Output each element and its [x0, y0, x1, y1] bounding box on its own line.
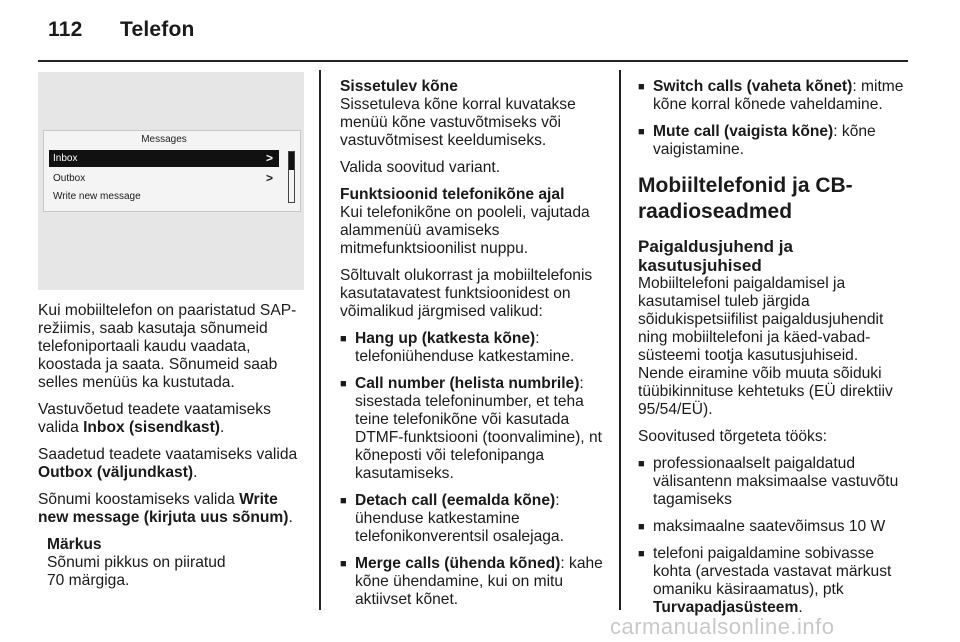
paragraph: Kui telefonikõne on pooleli, vajutada alammenüü avamiseks mitmefunktsioonilist nuppu. [340, 204, 590, 257]
list-item: ■ Detach call (eemalda kõne): ühenduse katkestamine telefonikonverentsil osalejaga. [340, 492, 564, 545]
list-item: ■ professionaalselt paigaldatud välisantenn maksimaalse vastuvõtu tagamiseks [638, 455, 899, 508]
list-item: ■ Mute call (vaigista kõne): kõne vaigistamine. [638, 123, 876, 158]
list-item: ■ Hang up (katkesta kõne): telefoniühenduse katkestamine. [340, 330, 575, 365]
paragraph: Sõltuvalt olukorrast ja mobiiltelefonis kasutatavatest funktsioonidest on võimalikud järgmised valikud: [340, 267, 593, 320]
chapter-heading: Mobiiltelefonid ja CB-raadioseadmed [638, 174, 853, 223]
bullet-icon: ■ [638, 458, 645, 470]
bullet-icon: ■ [638, 126, 645, 138]
bullet-icon: ■ [638, 81, 645, 93]
column-3 [638, 78, 906, 626]
note [38, 536, 308, 590]
paragraph: Soovitused tõrgeteta tööks: [638, 428, 827, 445]
watermark: carmanualsonline.info [610, 614, 835, 639]
bullet-icon: ■ [638, 521, 645, 533]
messages-screen-figure [38, 72, 304, 290]
bullet-icon: ■ [340, 333, 347, 345]
header-rule [38, 60, 908, 62]
menu-item-inbox [49, 150, 279, 167]
screen-title: Messages [141, 134, 187, 145]
menu-item-write-new [49, 188, 279, 205]
menu-item-label: Inbox [53, 153, 78, 164]
screen-scrollbar [288, 151, 295, 203]
paragraph: Vastuvõetud teadete vaatamiseks valida Inbox (sisendkast). [38, 401, 271, 436]
note-text: Sõnumi pikkus on piiratud 70 märgiga. [47, 554, 226, 589]
column-divider-1 [319, 70, 321, 610]
page-title: Telefon [120, 18, 195, 41]
list-item: ■ maksimaalne saatevõimsus 10 W [638, 518, 886, 535]
list-item: ■ telefoni paigaldamine sobivasse kohta (arvestada vastavat märkust omaniku käsiraamatus), ptk Turvapadjasüsteem. [638, 545, 892, 616]
display-screen [43, 130, 301, 212]
paragraph: Kui mobiiltelefon on paaristatud SAP-režiimis, saab kasutaja sõnumeid telefoniportaali kaudu vaadata, koostada ja saata. Sõnumeid saab selles menüüs ka kustutada. [38, 302, 297, 391]
bullet-icon: ■ [638, 548, 645, 560]
paragraph: Mobiiltelefoni paigaldamisel ja kasutamisel tuleb järgida sõidukispetsiifilist paigaldusjuhendit ning mobiiltelefoni ja käed-vabad-süsteemi tootja kasutusjuhiseid. Nende eiramine võib muuta sõiduki tüübikinnituse kehtetuks (EÜ direktiiv 95/54/EÜ). [638, 275, 893, 418]
bullet-icon: ■ [340, 378, 347, 390]
menu-item-label: Outbox [53, 173, 86, 184]
bullet-icon: ■ [340, 558, 347, 570]
page-number: 112 [48, 18, 83, 41]
section-heading: Funktsioonid telefonikõne ajal [340, 186, 565, 203]
paragraph: Sissetuleva kõne korral kuvatakse menüü kõne vastuvõtmiseks või vastuvõtmisest keeldumiseks. [340, 96, 576, 149]
column-divider-2 [619, 70, 621, 610]
chevron-right-icon: > [265, 151, 273, 165]
column-1 [38, 302, 308, 590]
subheading: Paigaldusjuhend ja kasutusjuhised [638, 237, 793, 275]
chevron-right-icon: > [265, 171, 273, 185]
column-2 [340, 78, 608, 618]
paragraph: Valida soovitud variant. [340, 159, 501, 176]
list-item: ■ Merge calls (ühenda kõned): kahe kõne ühendamine, kui on mitu aktiivset kõnet. [340, 555, 603, 608]
bullet-icon: ■ [340, 495, 347, 507]
paragraph: Sõnumi koostamiseks valida Write new message (kirjuta uus sõnum). [38, 491, 293, 526]
list-item: ■ Call number (helista numbrile): sisestada telefoninumber, et teha teine telefonikõne või kasutada DTMF-funktsiooni (toonvalimine), nt kõneposti või telefonipanga kasutamiseks. [340, 375, 602, 482]
paragraph: Saadetud teadete vaatamiseks valida Outbox (väljundkast). [38, 446, 298, 481]
menu-item-label: Write new message [53, 191, 141, 202]
section-heading: Sissetulev kõne [340, 78, 458, 95]
menu-item-outbox [49, 170, 279, 187]
note-title: Märkus [47, 536, 102, 553]
list-item: ■ Switch calls (vaheta kõnet): mitme kõne korral kõnede vaheldamine. [638, 78, 904, 113]
page-header [48, 18, 195, 42]
